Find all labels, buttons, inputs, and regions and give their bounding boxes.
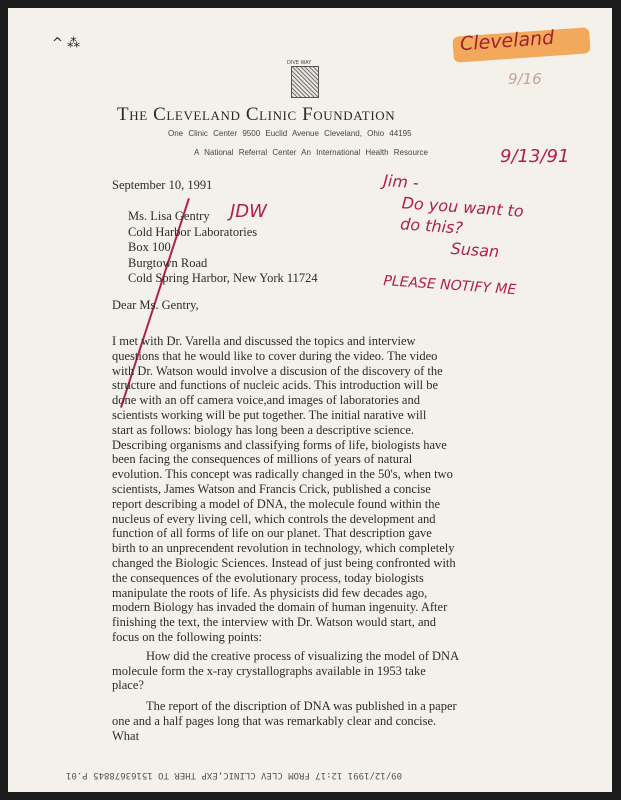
- body-line: report describing a model of DNA, the molecule found within the: [112, 496, 441, 511]
- note-signature: Susan: [450, 238, 500, 262]
- fax-footer: 09/12/1991 12:17 FROM CLEV CLINIC,EXP THER TO 15163678845 P.01: [66, 770, 402, 780]
- body-line: questions that he would like to cover during the video. The video: [112, 348, 438, 363]
- handwritten-ref: 9/16: [508, 70, 542, 88]
- body-line: scientists, James Watson and Francis Crick, published a concise: [112, 481, 431, 496]
- body-line: nucleus of every living cell, which controls the development and: [112, 511, 436, 526]
- letterhead-org-name: The Cleveland Clinic Foundation: [117, 104, 396, 125]
- recipient-block: [128, 209, 318, 287]
- body-line: been facing the consequences of millions of years of natural: [112, 452, 413, 467]
- recipient-line: Burgtown Road: [128, 255, 208, 270]
- body-line: scientists working will be put together. The initial narative will: [112, 407, 427, 422]
- question-line: molecule form the x-ray crystallographs available in 1953 take: [112, 663, 426, 678]
- letterhead-tagline: A National Referral Center An International Health Resource: [194, 148, 429, 157]
- body-line: changed the Biologic Sciences. Instead of just being confronted with: [112, 555, 456, 570]
- body-line: Describing organisms and classifying forms of life, biologists have: [112, 437, 447, 452]
- letter-body: [112, 334, 522, 744]
- body-line: with Dr. Watson would involve a discusion of the discovery of the: [112, 363, 443, 378]
- letterhead-address: One Clinic Center 9500 Euclid Avenue Cleveland, Ohio 44195: [168, 129, 412, 138]
- handwritten-date: 9/13/91: [500, 146, 570, 167]
- margin-marks: ^ ⁂: [52, 36, 81, 51]
- question-line: What: [112, 728, 140, 743]
- recipient-line: Cold Spring Harbor, New York 11724: [128, 271, 318, 285]
- letter-page: [8, 8, 612, 792]
- recipient-line: Box 100: [128, 240, 171, 254]
- body-line: structure and functions of nucleic acids. This introduction will be: [112, 378, 439, 393]
- body-line: manipulate the roots of life. As physicists did few decades ago,: [112, 585, 428, 600]
- question-line: How did the creative process of visualizing the model of DNA: [146, 648, 460, 663]
- note-line: Jim -: [382, 170, 420, 193]
- body-line: focus on the following points:: [112, 629, 262, 644]
- clinic-logo: [291, 66, 319, 98]
- handwritten-note: [378, 170, 526, 264]
- question-line: place?: [112, 678, 144, 693]
- body-line: birth to an unprecendent revolution in technology, which completely: [112, 541, 455, 556]
- question-line: The report of the discription of DNA was published in a paper: [146, 699, 457, 714]
- body-line: modern Biology has invaded the domain of human ingenuity. After: [112, 600, 448, 615]
- logo-caption: DIVE WAY: [287, 60, 312, 66]
- recipient-line: Ms. Lisa Gentry: [128, 209, 210, 223]
- body-line: function of all forms of life on our planet. That description gave: [112, 526, 432, 541]
- letter-date: September 10, 1991: [112, 178, 213, 192]
- salutation: Dear Ms. Gentry,: [112, 298, 199, 312]
- handwritten-initials: JDW: [230, 201, 267, 222]
- recipient-line: Cold Harbor Laboratories: [128, 224, 258, 239]
- body-line: start as follows: biology has long been a descriptive science.: [112, 422, 415, 437]
- body-line: I met with Dr. Varella and discussed the topics and interview: [112, 334, 416, 348]
- note-line: Do you want to: [401, 193, 525, 221]
- body-line: finishing the text, the interview with Dr. Watson would start, and: [112, 615, 437, 630]
- body-line: evolution. This concept was radically changed in the 50's, when two: [112, 467, 453, 482]
- body-line: done with an off camera voice,and images of laboratories and: [112, 393, 420, 408]
- body-line: the consequences of the evolutionary process, today biologists: [112, 570, 424, 585]
- handwritten-cleveland: Cleveland: [459, 26, 555, 56]
- handwritten-notify: PLEASE NOTIFY ME: [382, 273, 517, 299]
- question-line: one and a half pages long that was remarkably clear and concise.: [112, 713, 437, 728]
- note-line: do this?: [399, 214, 464, 238]
